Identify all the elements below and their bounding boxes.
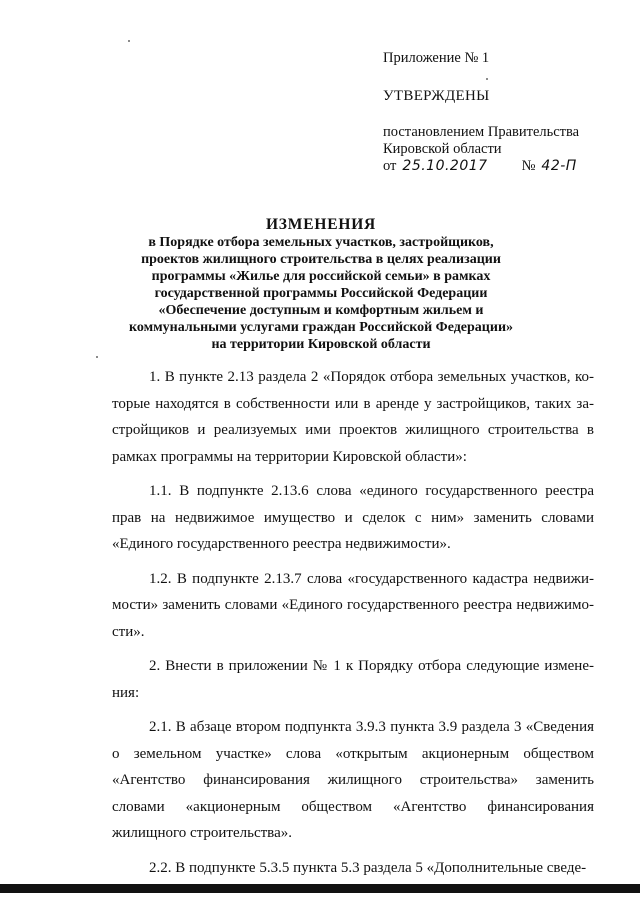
- resolution-line-2: Кировской области: [383, 141, 502, 157]
- scan-speck: [486, 78, 488, 80]
- approved-label: УТВЕРЖДЕНЫ: [383, 88, 490, 104]
- document-body: [112, 364, 594, 889]
- date-prefix: от: [383, 158, 397, 174]
- resolution-line-1: постановлением Правительства: [383, 124, 580, 140]
- scan-speck: [96, 356, 98, 358]
- paragraph-1: 1. В пункте 2.13 раздела 2 «Порядок отбора земельных участков, которые находятся в собственности или в аренде у застройщиков, таких застройщиков и реализуемых ими проектов жилищного строительства в рамках программы на территории Кировской области»:: [112, 369, 594, 465]
- paragraph-2-1: 2.1. В абзаце втором подпункта 3.9.3 пункта 3.9 раздела 3 «Сведения о земельном участке» слова «открытым акционерным обществом «Агентство финансирования жилищного строительства» заменить словами «акционерным обществом «Агентство финансирования жилищного строительства».: [112, 719, 594, 841]
- scan-edge-bar: [0, 884, 640, 893]
- handwritten-number: 42-П: [541, 158, 577, 174]
- paragraph-2: 2. Внести в приложении № 1 к Порядку отбора следующие изменения:: [112, 658, 594, 701]
- handwritten-date: 25.10.2017: [402, 158, 488, 174]
- document-subtitle: в Порядке отбора земельных участков, застройщиков, проектов жилищного строительства в целях реализации программы «Жилье для российской семьи» в рамках государственной программы Российской Федерации «Обеспечение доступным и комфортным жильем и коммунальными услугами граждан Российской Федерации» на территории Кировской области: [128, 235, 514, 352]
- document-heading: [120, 216, 522, 353]
- date-number-line: [383, 158, 628, 175]
- document-title: ИЗМЕНЕНИЯ: [265, 216, 377, 233]
- appendix-label: Приложение № 1: [383, 50, 490, 66]
- paragraph-2-2: 2.2. В подпункте 5.3.5 пункта 5.3 раздела 5 «Дополнительные сведе-: [149, 859, 587, 876]
- approval-block: [383, 50, 628, 175]
- paragraph-1-2: 1.2. В подпункте 2.13.7 слова «государственного кадастра недвижимости» заменить словами «Единого государственного реестра недвижимости».: [112, 570, 594, 640]
- paragraph-1-1: 1.1. В подпункте 2.13.6 слова «единого государственного реестра прав на недвижимое имущество и сделок с ним» заменить словами «Единого государственного реестра недвижимости».: [112, 483, 594, 552]
- number-prefix: №: [521, 158, 536, 174]
- scan-speck: [128, 40, 130, 42]
